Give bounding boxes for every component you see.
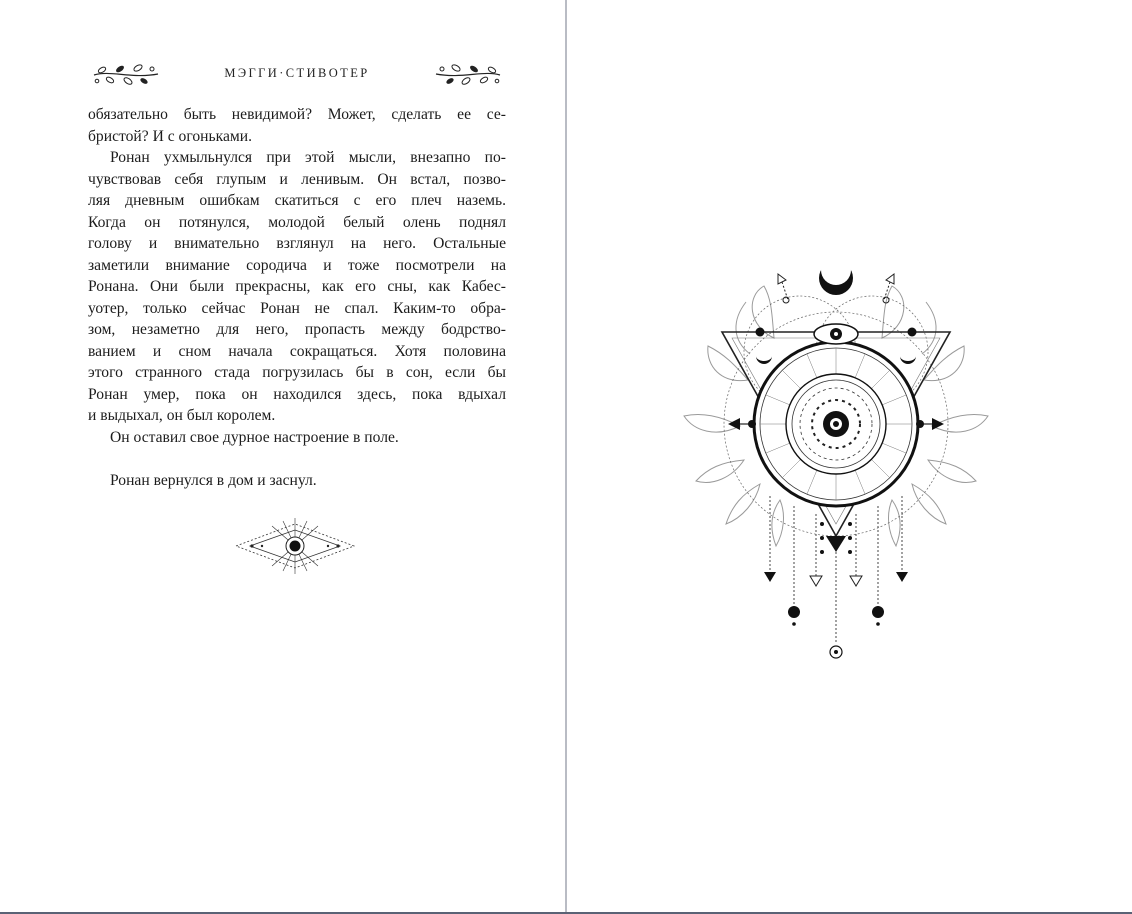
right-page (567, 0, 1132, 914)
scene-break-space (88, 448, 506, 470)
paragraph-4 (88, 470, 506, 492)
text-line: чувствовав себя глупым и ленивым. Он встал, позво- (88, 170, 506, 188)
text-line: зом, незаметно для него, пропасть между бодрство- (88, 321, 506, 338)
sunburst-divider-icon (232, 516, 358, 576)
left-page (0, 0, 565, 914)
text-line: Ронан вернулся в дом и заснул. (110, 472, 317, 489)
body-text (88, 104, 506, 492)
running-head (88, 60, 506, 90)
paragraph-1 (88, 104, 506, 147)
floral-ornament-right-icon (432, 60, 502, 90)
text-line: Когда он потянулся, молодой белый олень поднял (88, 213, 506, 231)
text-line: Ронан ухмыльнулся при этой мысли, внезапно по- (110, 149, 506, 166)
text-line: Ронан умер, пока он находился здесь, пока вдыхал (88, 385, 506, 403)
text-line: ляя дневным ошибкам скатиться с его плеч наземь. (88, 192, 506, 209)
text-line: голову и внимательно взглянул на него. Остальные (88, 235, 506, 252)
text-line: Ронана. Они были прекрасны, как его сны, как Кабес- (88, 278, 506, 295)
text-line: Он оставил свое дурное настроение в поле. (110, 428, 399, 446)
paragraph-2 (88, 147, 506, 427)
running-head-title: МЭГГИ·СТИВОТЕР (224, 66, 370, 80)
text-line: обязательно быть невидимой? Может, сделать ее се- (88, 106, 506, 123)
paragraph-3 (88, 427, 506, 449)
text-line: этого странного стада погрузилась бы в сон, если бы (88, 364, 506, 381)
text-line: и выдыхал, он был королем. (88, 407, 276, 424)
text-line: уотер, только сейчас Ронан не спал. Каким-то обра- (88, 299, 506, 317)
dreamcatcher-illustration-icon (676, 256, 996, 666)
text-line: заметили внимание сородича и тоже посмотрели на (88, 256, 506, 274)
text-line: ванием и сном начала сокращаться. Хотя половина (88, 342, 506, 360)
text-line: бристой? И с огоньками. (88, 127, 252, 145)
